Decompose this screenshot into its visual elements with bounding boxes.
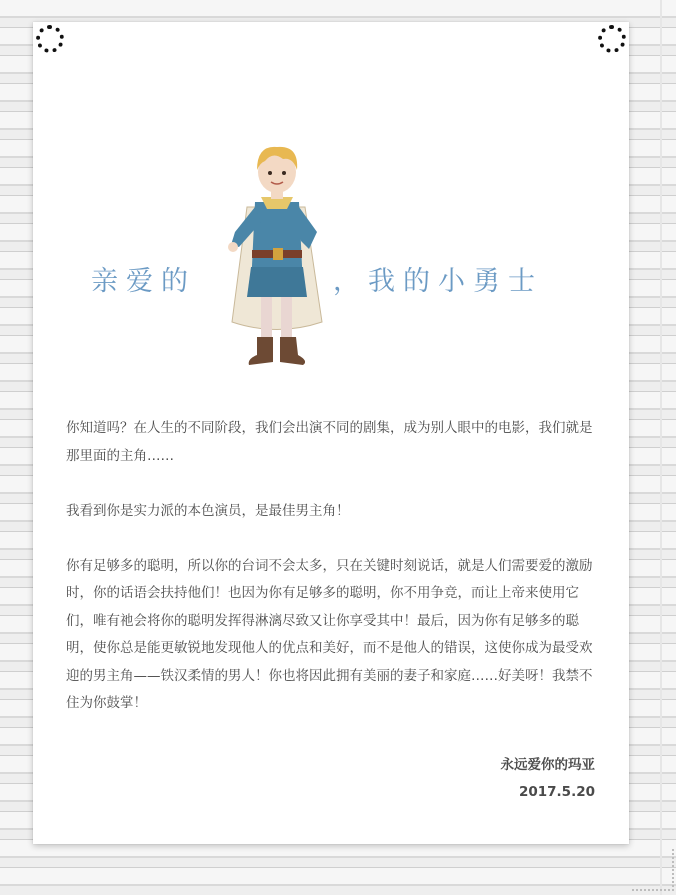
prince-illustration xyxy=(217,137,337,377)
letter-paragraph: 你知道吗？在人生的不同阶段，我们会出演不同的剧集，成为别人眼中的电影，我们就是那里面的主角…… xyxy=(66,420,593,464)
binder-hole-icon xyxy=(598,25,626,53)
greeting-left: 亲爱的 xyxy=(91,266,196,297)
corner-dotted-border xyxy=(632,849,674,891)
binder-hole-icon xyxy=(36,25,64,53)
letter-paragraph: 你有足够多的聪明，所以你的台词不会太多，只在关键时刻说话，就是人们需要爱的激励时，你的话语会扶持他们！也因为你有足够多的聪明，你不用争竞，而让上帝来使用它们，唯有祂会将你的聪明发挥得淋漓尽致又让你享受其中！最后，因为你有足够多的聪明，使你总是能更敏锐地发现他人的优点和美好，而不是他人的错误，这使你成为最受欢迎的男主角——铁汉柔情的男人！你也将因此拥有美丽的妻子和家庭……好美呀！我禁不住为你鼓掌！ xyxy=(66,557,593,711)
greeting-header xyxy=(33,137,629,397)
signature-date: 2017.5.20 xyxy=(518,784,595,800)
letter-paper xyxy=(33,22,629,844)
greeting-right: ，我的小勇士 xyxy=(333,266,543,297)
letter-paragraph: 我看到你是实力派的本色演员，是最佳男主角！ xyxy=(66,502,350,519)
signature-name: 永远爱你的玛亚 xyxy=(500,757,595,773)
letter-signature-block xyxy=(501,752,596,806)
letter-body xyxy=(66,415,596,745)
plank-edge xyxy=(660,0,662,895)
